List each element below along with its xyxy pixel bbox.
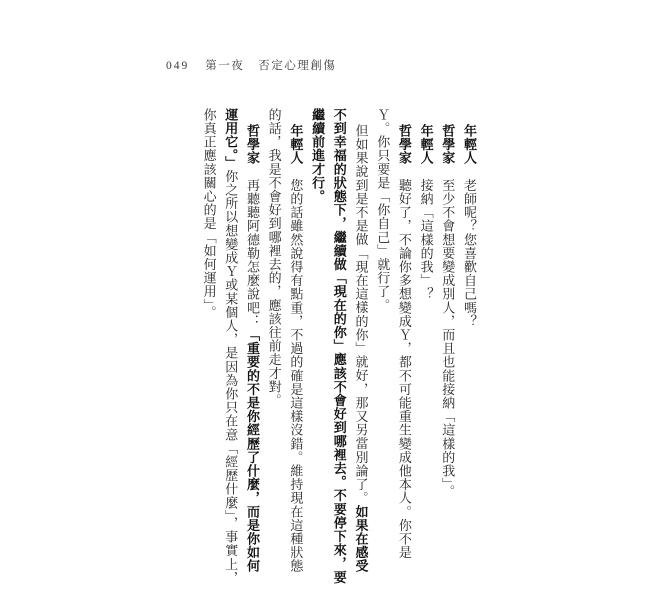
section-title: 否定心理創傷 <box>258 60 337 72</box>
bold-text-segment: 運用它。」 <box>223 108 239 170</box>
text-column <box>263 108 285 605</box>
text-segment: 至少不會想要變成別人，而且也能接納「這樣的我」。 <box>440 165 456 499</box>
text-segment: 的話，我是不會好到哪裡去的，應該往前走才對。 <box>266 108 282 408</box>
page-number: 049 <box>166 60 190 72</box>
bold-text-segment: 哲學家 <box>396 124 412 166</box>
bold-text-segment: 「重要的不是你經歷了什麼，而是你如何 <box>244 328 260 574</box>
text-segment: Ｙ。你只要是「你自己」就行了。 <box>375 108 391 312</box>
bold-text-segment: 繼續前進才行。 <box>310 108 326 204</box>
text-column <box>458 108 480 605</box>
bold-text-segment: 年輕人 <box>418 124 434 166</box>
bold-text-segment: 哲學家 <box>244 124 260 166</box>
text-segment: 再聽聽阿德勒怎麼說吧： <box>244 165 260 329</box>
bold-text-segment: 不到幸福的狀態下，繼續做「現在的你」應該不會好到哪裡去。不要停下來，要 <box>331 108 347 584</box>
text-segment: 接納「這樣的我」？ <box>418 165 434 302</box>
bold-text-segment: 年輕人 <box>288 124 304 166</box>
text-column <box>393 108 415 605</box>
text-segment: 您的話雖然說得有點重，不過的確是這樣沒錯。維持現在這種狀態 <box>288 165 304 574</box>
dialogue-text <box>198 108 480 605</box>
text-column <box>415 108 437 605</box>
text-column <box>306 108 328 605</box>
text-column <box>328 108 350 605</box>
text-segment: 但如果說到是不是做「現在這樣的你」就好，那又另當別論了。 <box>353 124 369 506</box>
text-column <box>198 108 220 605</box>
text-column <box>241 108 263 605</box>
text-column <box>350 108 372 605</box>
text-segment: 你真正應該關心的是「如何運用」。 <box>201 108 217 320</box>
bold-text-segment: 哲學家 <box>440 124 456 166</box>
chapter-label: 第一夜 <box>205 60 245 72</box>
text-column <box>220 108 242 605</box>
text-column <box>371 108 393 605</box>
page-header <box>166 57 336 73</box>
text-segment: 老師呢？您喜歡自己嗎？ <box>462 165 477 329</box>
text-column <box>285 108 307 605</box>
text-column <box>437 108 459 605</box>
text-segment: 聽好了，不論你多想變成Ｙ，都不可能重生變成他本人。你不是 <box>396 165 412 560</box>
bold-text-segment: 如果在感受 <box>353 505 369 574</box>
bold-text-segment: 年輕人 <box>462 124 477 166</box>
text-segment: 你之所以想變成Ｙ或某個人，是因為你只在意「經歷什麼」，事實上， <box>223 169 239 585</box>
